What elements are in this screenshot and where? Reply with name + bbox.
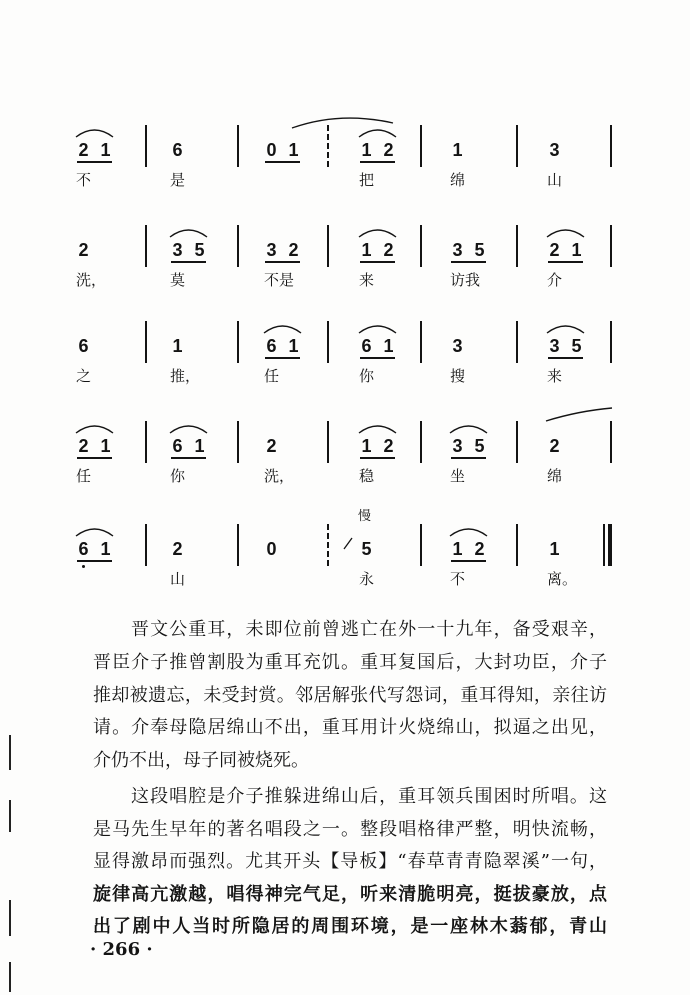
note-digit: 3 <box>452 240 463 260</box>
note-digit: 6 <box>361 336 372 356</box>
note-digit: 1 <box>452 539 463 559</box>
body-text-line: 旋律高亢激越，唱得神完气足，听来清脆明亮，挺拔豪放，点 <box>93 884 607 905</box>
lyric: 洗， <box>76 271 107 289</box>
lyric: 来 <box>547 367 563 385</box>
body-text-line: 推却被遗忘，未受封赏。邻居解张代写怨词，重耳得知，亲往访 <box>93 685 607 706</box>
note-digit: 6 <box>78 336 89 356</box>
lyric: 永 <box>359 570 375 588</box>
lyric: 任 <box>76 467 92 485</box>
page-number: · 266 · <box>90 939 153 960</box>
note-digit: 1 <box>452 140 463 160</box>
note-digit: 3 <box>452 436 463 456</box>
note-digit: 5 <box>571 336 582 356</box>
note-digit: 1 <box>194 436 205 456</box>
note-digit: 3 <box>266 240 277 260</box>
note-digit: 2 <box>78 140 89 160</box>
note-digit: 5 <box>474 240 485 260</box>
body-text-line: 这段唱腔是介子推躲进绵山后，重耳领兵围困时所唱。这 <box>131 786 607 807</box>
body-text-line: 晋文公重耳，未即位前曾逃亡在外一十九年，备受艰辛， <box>131 619 607 640</box>
note-digit: 1 <box>288 336 299 356</box>
note-digit: 3 <box>452 336 463 356</box>
scan-edge-mark <box>9 900 11 936</box>
lyric: 你 <box>359 367 375 385</box>
note-digit: 6 <box>172 140 183 160</box>
lyric: 推， <box>170 367 201 385</box>
note-digit: 2 <box>474 539 485 559</box>
body-text-line: 介仍不出，母子同被烧死。 <box>93 750 309 771</box>
note-digit: 1 <box>383 336 394 356</box>
body-text-line: 请。介奉母隐居绵山不出，重耳用计火烧绵山，拟逼之出见， <box>93 717 607 738</box>
note-digit: 1 <box>100 436 111 456</box>
lyric: 把 <box>359 171 375 189</box>
note-digit: 1 <box>100 140 111 160</box>
lyric: 坐 <box>450 467 466 485</box>
scan-edge-mark <box>9 735 11 770</box>
body-text-line: 晋臣介子推曾割股为重耳充饥。重耳复国后，大封功臣，介子 <box>93 652 607 673</box>
lyric: 访我 <box>450 271 481 289</box>
note-digit: 2 <box>383 140 394 160</box>
lyric: 山 <box>547 171 563 189</box>
lyric: 不 <box>450 570 466 588</box>
note-digit: 1 <box>100 539 111 559</box>
note-digit: 3 <box>549 140 560 160</box>
lyric: 莫 <box>170 271 186 289</box>
lyric: 搜 <box>450 367 466 385</box>
lyric: 之 <box>76 367 92 385</box>
body-text-line: 显得激昂而强烈。尤其开头【导板】“春草青青隐翠溪”一句， <box>93 851 607 872</box>
lyric: 不 <box>76 171 92 189</box>
scan-edge-mark <box>9 800 11 832</box>
lyric: 来 <box>359 271 375 289</box>
body-text-line: 是马先生早年的著名唱段之一。整段唱格律严整，明快流畅， <box>93 819 607 840</box>
note-digit: 2 <box>78 436 89 456</box>
note-digit: 5 <box>361 539 372 559</box>
lyric: 是 <box>170 171 186 189</box>
note-digit: 2 <box>549 240 560 260</box>
note-digit: 1 <box>361 240 372 260</box>
note-digit: 6 <box>172 436 183 456</box>
note-digit: 1 <box>288 140 299 160</box>
note-digit: 3 <box>549 336 560 356</box>
note-digit: 2 <box>266 436 277 456</box>
note-digit: 1 <box>549 539 560 559</box>
long-slur-row-4 <box>546 408 612 421</box>
lyric: 任 <box>264 367 280 385</box>
note-digit: 5 <box>474 436 485 456</box>
note-digit: 1 <box>571 240 582 260</box>
note-digit: 5 <box>194 240 205 260</box>
note-digit: 1 <box>361 140 372 160</box>
note-digit: 3 <box>172 240 183 260</box>
note-digit: 2 <box>383 240 394 260</box>
lyric: 山 <box>170 570 186 588</box>
long-slur-row-1 <box>292 118 393 128</box>
note-digit: 6 <box>266 336 277 356</box>
note-digit: 2 <box>172 539 183 559</box>
lyric: 你 <box>170 467 186 485</box>
note-digit: 0 <box>266 140 277 160</box>
scan-edge-mark <box>9 962 11 992</box>
breath-mark <box>344 538 352 549</box>
lyric: 介 <box>547 271 563 289</box>
lyric: 绵 <box>547 467 563 485</box>
tempo-marking: 慢 <box>358 509 372 524</box>
note-digit: 2 <box>383 436 394 456</box>
note-digit: 1 <box>361 436 372 456</box>
lyric: 洗， <box>264 467 295 485</box>
lyric: 离。 <box>547 570 578 588</box>
note-digit: 2 <box>549 436 560 456</box>
body-text-line: 出了剧中人当时所隐居的周围环境，是一座林木蓊郁，青山 <box>93 916 607 937</box>
note-digit: 2 <box>78 240 89 260</box>
note-digit: 2 <box>288 240 299 260</box>
lyric: 不是 <box>264 271 295 289</box>
lyric: 绵 <box>450 171 466 189</box>
note-digit: 0 <box>266 539 277 559</box>
lyric: 稳 <box>359 467 375 485</box>
note-digit: 6 <box>78 539 89 559</box>
note-digit: 1 <box>172 336 183 356</box>
